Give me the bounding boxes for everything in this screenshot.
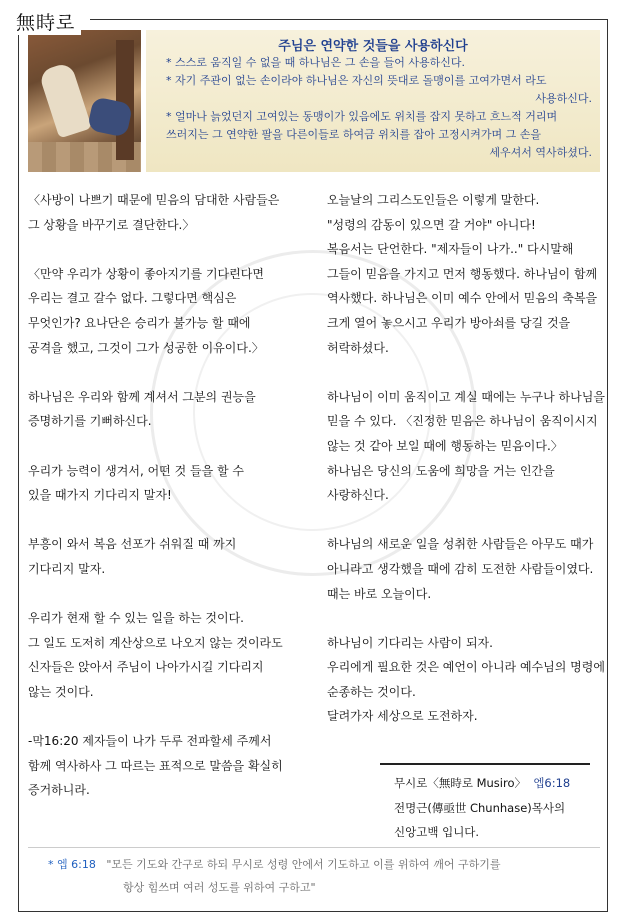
- banner-line: * 얼마나 늙었던지 고여있는 동맹이가 있음에도 위치를 잡지 못하고 흐느적 거리며: [166, 110, 558, 123]
- signature-rule: [380, 763, 590, 765]
- banner-line: 세우셔서 역사하셨다.: [489, 146, 592, 159]
- paragraph-line: 않는 것 같아 보일 때에 행동하는 믿음이다.〉: [327, 438, 563, 453]
- left-column: [28, 188, 318, 803]
- paragraph-line: 하나님이 기다리는 사람이 되자.: [327, 635, 493, 650]
- paragraph-line: 그 상황을 바꾸기로 결단한다.〉: [28, 217, 195, 232]
- paragraph-line: 아니라고 생각했을 때에 감히 도전한 사람들이였다.: [327, 561, 594, 576]
- signature-name: 무시로〈無時로 Musiro〉: [394, 776, 526, 790]
- paragraph-line: 우리가 능력이 생겨서, 어떤 것 들을 할 수: [28, 463, 244, 478]
- paragraph-line: 무엇인가? 요나단은 승리가 불가능 할 때에: [28, 315, 251, 330]
- paragraph-line: 복음서는 단언한다. "제자들이 나가.." 다시말해: [327, 242, 574, 257]
- paragraph-line: 믿을 수 있다. 〈진정한 믿음은 하나님이 움직이시지: [327, 414, 598, 429]
- paragraph-line: 〈사방이 나쁘기 때문에 믿음의 담대한 사람들은: [28, 193, 280, 207]
- banner-line: 쓰러지는 그 연약한 팔을 다른이들로 하여금 위치를 잡아 고정시켜가며 그 손을: [166, 128, 541, 141]
- banner: [28, 30, 600, 172]
- right-column: [327, 188, 607, 729]
- signature-confession: 신앙고백 입니다.: [394, 825, 480, 839]
- paragraph-line: 우리에게 필요한 것은 예언이 아니라 예수님의 명령에: [327, 660, 605, 675]
- paragraph-line: 함께 역사하사 그 따르는 표적으로 말씀을 확실히: [28, 758, 283, 773]
- paragraph-line: 〈만약 우리가 상황이 좋아지기를 기다린다면: [28, 266, 264, 281]
- paragraph-line: 않는 것이다.: [28, 684, 94, 699]
- banner-panel: [146, 30, 600, 172]
- footer-line: "모든 기도와 간구로 하되 무시로 성령 안에서 기도하고 이를 위하여 깨어 구하기를: [106, 858, 501, 871]
- signature-ref: 엡6:18: [533, 776, 571, 790]
- paragraph-line: 우리가 현재 할 수 있는 일을 하는 것이다.: [28, 611, 244, 626]
- paragraph-line: 공격을 했고, 그것이 그가 성공한 이유이다.〉: [28, 340, 264, 355]
- paragraph-line: 있을 때가지 기다리지 말자!: [28, 488, 172, 503]
- signature-pastor: 전명근(傳亟世 Chunhase)목사의: [394, 800, 566, 815]
- footer-line: 항상 힘쓰며 여러 성도를 위하여 구하고": [123, 881, 316, 894]
- banner-title: 주님은 연약한 것들을 사용하신다: [278, 39, 468, 54]
- paragraph-line: 허락하셨다.: [327, 340, 389, 355]
- paragraph-line: 증거하니라.: [28, 783, 90, 798]
- paragraph-line: 역사했다. 하나님은 이미 예수 안에서 믿음의 축복을: [327, 291, 598, 306]
- brand-logo: 無時로: [16, 8, 81, 35]
- paragraph-line: "성령의 감동이 있으면 갈 거야" 아니다!: [327, 217, 536, 232]
- footer-verse: [48, 853, 598, 899]
- paragraph-line: -막16:20 제자들이 나가 두루 전파할세 주께서: [28, 734, 272, 749]
- paragraph-line: 사랑하신다.: [327, 488, 389, 503]
- footer-rule: [28, 847, 600, 848]
- paragraph-line: 그 일도 도저히 계산상으로 나오지 않는 것이라도: [28, 635, 283, 650]
- paragraph-line: 부흥이 와서 복음 선포가 쉬워질 때 까지: [28, 537, 237, 552]
- footer-ref: * 엡 6:18: [48, 858, 96, 871]
- paragraph-line: 증명하기를 기뻐하신다.: [28, 414, 152, 429]
- paragraph-line: 기다리지 말자.: [28, 561, 106, 576]
- banner-text: [166, 54, 592, 162]
- paragraph-line: 하나님은 당신의 도움에 희망을 거는 인간을: [327, 463, 555, 478]
- paragraph-line: 달려가자 세상으로 도전하자.: [327, 709, 478, 724]
- paragraph-line: 하나님이 이미 움직이고 계실 때에는 누구나 하나님을: [327, 389, 605, 404]
- banner-line: * 스스로 움직일 수 없을 때 하나님은 그 손을 들어 사용하신다.: [166, 56, 465, 69]
- paragraph-line: 순종하는 것이다.: [327, 684, 416, 699]
- paragraph-line: 하나님은 우리와 함께 계셔서 그분의 권능을: [28, 389, 256, 404]
- paragraph-line: 크게 열어 놓으시고 우리가 방아쇠를 당길 것을: [327, 315, 571, 330]
- banner-line: 사용하신다.: [535, 92, 592, 105]
- paragraph-line: 우리는 결고 갈수 없다. 그렇다면 핵심은: [28, 291, 237, 306]
- paragraph-line: 때는 바로 오늘이다.: [327, 586, 432, 601]
- paragraph-line: 하나님의 새로운 일을 성취한 사람들은 아무도 때가: [327, 537, 594, 552]
- paragraph-line: 그들이 믿음을 가지고 먼저 행동했다. 하나님이 함께: [327, 266, 598, 281]
- signature-block: [380, 763, 590, 845]
- banner-line: * 자기 주관이 없는 손이라야 하나님은 자신의 뜻대로 돌맹이를 고여가면서 라도: [166, 74, 547, 87]
- paragraph-line: 오늘날의 그리스도인들은 이렇게 말한다.: [327, 193, 540, 207]
- paragraph-line: 신자들은 앉아서 주님이 나아가시길 기다리지: [28, 660, 264, 675]
- banner-photo: [28, 30, 141, 172]
